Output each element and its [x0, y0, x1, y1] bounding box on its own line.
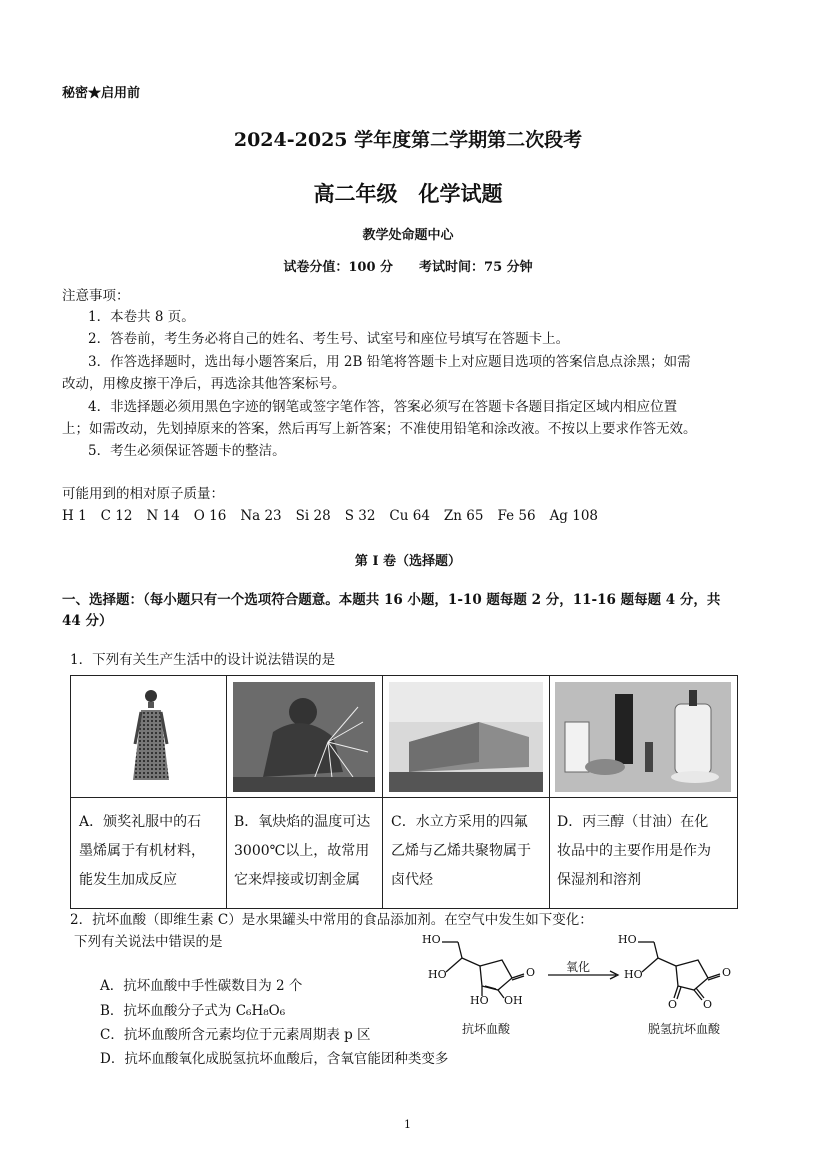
- dress-image: [111, 684, 191, 790]
- atomic-value: Na 23: [240, 508, 282, 524]
- exam-subtitle: 高二年级 化学试题: [313, 181, 503, 206]
- secret-label: 秘密★启用前: [62, 86, 141, 101]
- q1-option-a-line: 墨烯属于有机材料，: [79, 843, 205, 859]
- atomic-value: Cu 64: [389, 508, 430, 524]
- note-item: 1．本卷共 8 页。: [88, 309, 195, 325]
- label-ho: HO: [470, 994, 489, 1007]
- reaction-scheme: [420, 928, 760, 1040]
- part-heading: 第 I 卷（选择题）: [354, 554, 462, 569]
- q2-option-a[interactable]: A．抗坏血酸中手性碳数目为 2 个: [100, 978, 303, 994]
- atomic-value: O 16: [193, 508, 227, 524]
- atomic-value: Ag 108: [549, 508, 599, 524]
- q1-option-a[interactable]: [79, 808, 205, 895]
- q2-option-b[interactable]: B．抗坏血酸分子式为 C₆H₈O₆: [100, 1003, 286, 1019]
- atomic-value: Si 28: [295, 508, 331, 524]
- atomic-value: Fe 56: [497, 508, 536, 524]
- note-item: 上；如需改动，先划掉原来的答案，然后再写上新答案；不准使用铅笔和涂改液。不按以上要求作答无效。: [62, 421, 697, 437]
- note-item: 4．非选择题必须用黑色字迹的钢笔或签字笔作答，答案必须写在答题卡各题目指定区域内相应位置: [88, 399, 678, 415]
- q1-stem: 1．下列有关生产生活中的设计说法错误的是: [70, 652, 336, 668]
- label-ho: HO: [624, 968, 643, 981]
- q1-option-b[interactable]: [234, 808, 370, 895]
- q1-option-c-line: C．水立方采用的四氟: [391, 814, 528, 830]
- atomic-values: [62, 506, 598, 527]
- note-item: 2．答卷前，考生务必将自己的姓名、考生号、试室号和座位号填写在答题卡上。: [88, 331, 570, 347]
- note-item: 5．考生必须保证答题卡的整洁。: [88, 443, 286, 459]
- section-heading: 一、选择题：（每小题只有一个选项符合题意。本题共 16 小题，1-10 题每题 2 分，11-16 题每题 4 分，共: [62, 592, 721, 608]
- atomic-value: C 12: [100, 508, 133, 524]
- q1-option-a-line: A．颁奖礼服中的石: [79, 814, 202, 830]
- q1-option-d[interactable]: [557, 808, 711, 895]
- q1-option-d-line: 保湿剂和溶剂: [557, 872, 641, 888]
- q2-stem: 2．抗坏血酸（即维生素 C）是水果罐头中常用的食品添加剂。在空气中发生如下变化：: [70, 912, 593, 928]
- label-oh: OH: [504, 994, 523, 1007]
- q1-option-b-line: B．氧炔焰的温度可达: [234, 814, 371, 830]
- ascorbic-acid-name: 抗坏血酸: [462, 1022, 511, 1036]
- water-cube-image: [389, 682, 543, 792]
- exam-meta: 试卷分值：100 分 考试时间：75 分钟: [283, 260, 533, 275]
- q2-substem: 下列有关说法中错误的是: [74, 934, 223, 950]
- q1-option-c[interactable]: [391, 808, 531, 895]
- atomic-value: S 32: [344, 508, 376, 524]
- welding-image: [233, 682, 375, 792]
- label-o: O: [526, 966, 536, 979]
- arrow-label: 氧化: [566, 960, 591, 974]
- atomic-heading: 可能用到的相对原子质量：: [62, 486, 224, 502]
- notes-heading: 注意事项：: [62, 288, 130, 304]
- label-ho: HO: [618, 933, 637, 946]
- q1-option-c-line: 卤代烃: [391, 872, 433, 888]
- q1-option-d-line: 妆品中的主要作用是作为: [557, 843, 711, 859]
- atomic-value: H 1: [62, 508, 87, 524]
- q1-option-b-line: 3000℃以上，故常用: [234, 843, 370, 859]
- q2-option-d[interactable]: D．抗坏血酸氧化成脱氢抗坏血酸后，含氧官能团种类变多: [100, 1051, 449, 1067]
- label-o: O: [703, 998, 713, 1011]
- section-heading-cont: 44 分）: [62, 613, 113, 629]
- cosmetics-image: [555, 682, 731, 792]
- label-ho: HO: [422, 933, 441, 946]
- q1-option-b-line: 它来焊接或切割金属: [234, 872, 360, 888]
- q1-table: [70, 675, 738, 909]
- note-item: 改动，用橡皮擦干净后，再选涂其他答案标号。: [62, 376, 346, 392]
- q2-option-c[interactable]: C．抗坏血酸所含元素均位于元素周期表 p 区: [100, 1027, 371, 1043]
- dehydroascorbic-acid-name: 脱氢抗坏血酸: [648, 1022, 721, 1036]
- label-o: O: [668, 998, 678, 1011]
- label-ho: HO: [428, 968, 447, 981]
- q1-option-c-line: 乙烯与乙烯共聚物属于: [391, 843, 531, 859]
- q1-option-d-line: D．丙三醇（甘油）在化: [557, 814, 709, 830]
- note-item: 3．作答选择题时，选出每小题答案后，用 2B 铅笔将答题卡上对应题目选项的答案信息点涂黑；如需: [88, 354, 691, 370]
- exam-title: 2024-2025 学年度第二学期第二次段考: [233, 129, 583, 151]
- issuer: 教学处命题中心: [362, 228, 454, 243]
- atomic-value: Zn 65: [443, 508, 484, 524]
- page-number: 1: [404, 1118, 411, 1131]
- atomic-value: N 14: [146, 508, 180, 524]
- label-o: O: [722, 966, 732, 979]
- q1-option-a-line: 能发生加成反应: [79, 872, 177, 888]
